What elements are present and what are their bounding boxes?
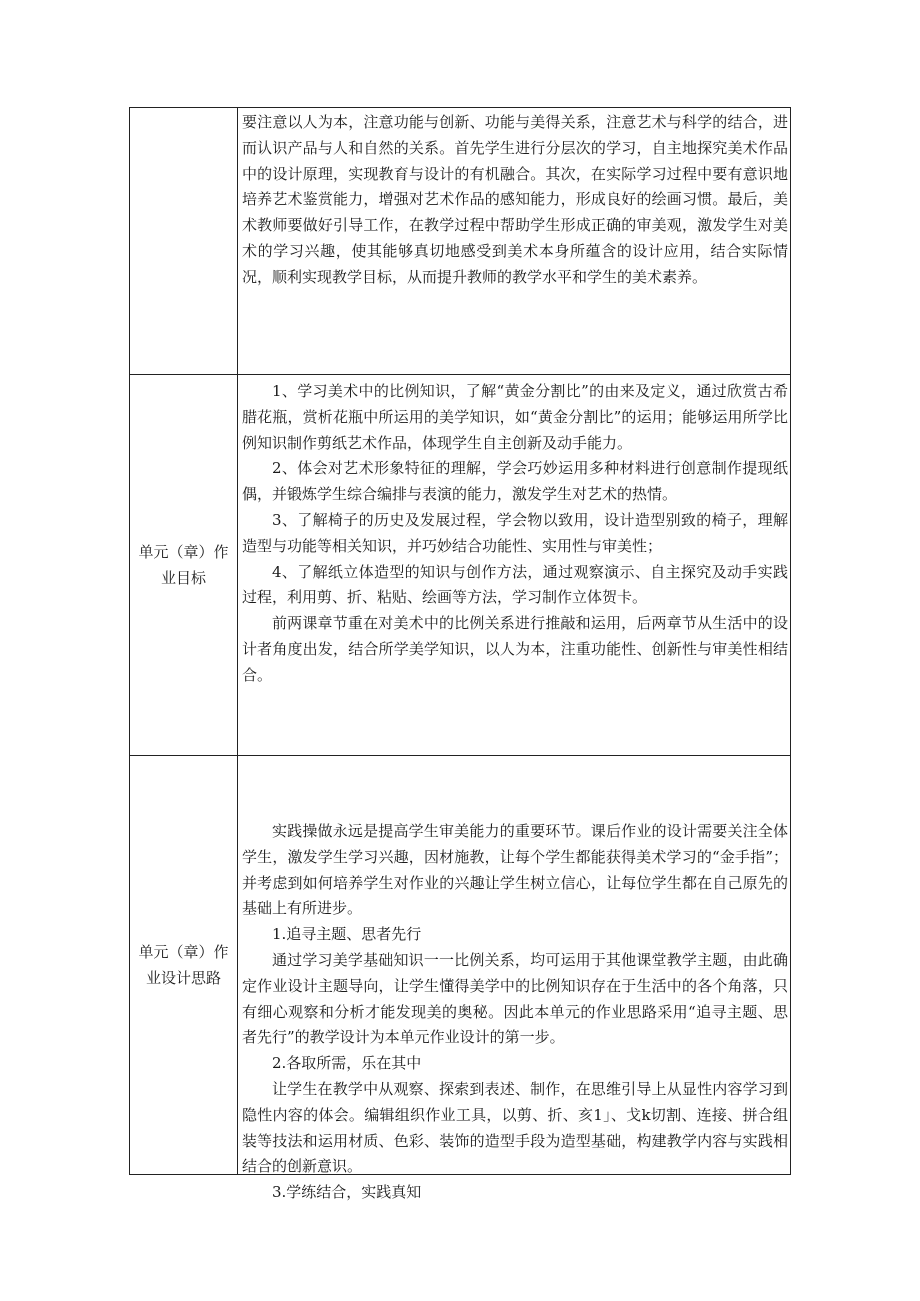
- table-row: [130, 756, 791, 1202]
- row-content: [238, 108, 791, 374]
- row-content: [238, 375, 791, 755]
- row-content: [238, 756, 791, 1202]
- paragraph: 实践操做永远是提高学生审美能力的重要环节。课后作业的设计需要关注全体学生，激发学生学习兴趣，因材施教，让每个学生都能获得美术学习的“金手指”；并考虑到如何培养学生对作业的兴趣让学生树立信心，让每位学生都在自己原先的基础上有所进步。: [242, 822, 788, 918]
- table-row: [130, 108, 791, 375]
- paragraph: 要注意以人为本，注意功能与创新、功能与美得关系，注意艺术与科学的结合，进而认识产品与人和自然的关系。首先学生进行分层次的学习，自主地探究美术作品中的设计原理，实现教育与设计的有机融合。其次，在实际学习过程中要有意识地培养艺术鉴赏能力，增强对艺术作品的感知能力，形成良好的绘画习惯。最后，美术教师要做好引导工作，在教学过程中帮助学生形成正确的审美观，激发学生对美术的学习兴趣，使其能够真切地感受到美术本身所蕴含的设计应用，结合实际情况，顺利实现教学目标，从而提升教师的教学水平和学生的美术素养。: [242, 113, 788, 286]
- paragraph: 1、学习美术中的比例知识，了解“黄金分割比”的由来及定义，通过欣赏古希腊花瓶，赏析花瓶中所运用的美学知识，如“黄金分割比”的运用；能够运用所学比例知识制作剪纸艺术作品，体现学生自主创新及动手能力。: [242, 382, 788, 452]
- paragraph: 2、体会对艺术形象特征的理解，学会巧妙运用多种材料进行创意制作提现纸偶，并锻炼学生综合编排与表演的能力，激发学生对艺术的热情。: [242, 459, 788, 504]
- paragraph: 前两课章节重在对美术中的比例关系进行推敲和运用，后两章节从生活中的设计者角度出发，结合所学美学知识，以人为本，注重功能性、创新性与审美性相结合。: [242, 614, 788, 684]
- form-table: [129, 107, 791, 1202]
- paragraph: 3、了解椅子的历史及发展过程，学会物以致用，设计造型别致的椅子，理解造型与功能等相关知识，并巧妙结合功能性、实用性与审美性；: [242, 510, 788, 555]
- row-label-assignment-goals: 单元（章）作业目标: [130, 375, 238, 755]
- section-heading: 3.学练结合，实践真知: [272, 1183, 422, 1202]
- paragraph: 通过学习美学基础知识一一比例关系，均可运用于其他课堂教学主题，由此确定作业设计主题导向，让学生懂得美学中的比例知识存在于生活中的各个角落，只有细心观察和分析才能发现美的奥秘。因此本单元的作业思路采用“追寻主题、思者先行”的教学设计为本单元作业设计的第一步。: [242, 950, 788, 1047]
- row-label: [130, 108, 238, 374]
- table-row: [130, 375, 791, 756]
- paragraph: 让学生在教学中从观察、探索到表述、制作，在思维引导上从显性内容学习到隐性内容的体会。编辑组织作业工具，以剪、折、亥1」、戈k切割、连接、拼合组装等技法和运用材质、色彩、装饰的造型手段为造型基础，构建教学内容与实践相结合的创新意识。: [242, 1079, 788, 1176]
- paragraph: 4、了解纸立体造型的知识与创作方法，通过观察演示、自主探究及动手实践过程，利用剪、折、粘贴、绘画等方法，学习制作立体贺卡。: [242, 562, 788, 607]
- section-heading: 2.各取所需，乐在其中: [272, 1054, 422, 1073]
- section-heading: 1.追寻主题、思者先行: [272, 925, 422, 944]
- row-label-design-approach: 单元（章）作业设计思路: [130, 756, 238, 1174]
